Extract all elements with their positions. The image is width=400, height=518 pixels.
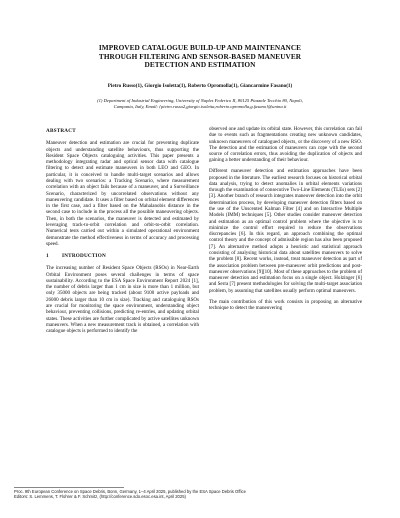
page-footer bbox=[14, 489, 386, 500]
affiliation-line: Campania, Italy, Email: {pietro.russo2,giorgio.isoletta,roberto.opromolla,g.fasano}@unina.it bbox=[113, 104, 287, 110]
footer-divider bbox=[14, 487, 124, 488]
abstract-heading: ABSTRACT bbox=[46, 128, 76, 134]
introduction-heading bbox=[46, 253, 199, 259]
title-line: DETECTION AND ESTIMATION bbox=[144, 60, 256, 70]
intro-paragraph-1: The increasing number of Resident Space Objects (RSOs) in Near-Earth Orbital Environment poses several challenges in terms of space sustainability. According to the ESA Space Environment Report 2024 [1], the number of debris larger than 1 cm in size is more than 1 million, but only 35000 objects are being tracked (about 9100 active payloads and 26000 debris larger than 10 cm in size). Tracking and cataloguing RSOs are crucial for monitoring the space environment, understanding object behaviour, preventing collisions, predicting re-entries, and updating orbital states. These activities are further complicated by active satellites unknown maneuvers. When a new measurement track is obtained, a correlation with catalogue objects is performed to identify the bbox=[46, 265, 199, 335]
right-column bbox=[209, 126, 362, 316]
section-number: 1 bbox=[46, 253, 49, 260]
footer-line: Editors: S. Lemmens, T. Flohrer & F. Schmitz, (http://conference.sdo.esoc.esa.int, April 2025) bbox=[14, 494, 186, 500]
left-column bbox=[46, 126, 199, 339]
author-list: Pietro Russo(1), Giorgio Isoletta(1), Roberto Opromolla(1), Giancarmine Fasano(1) bbox=[107, 83, 293, 89]
title-line: THROUGH FILTERING AND SENSOR-BASED MANEUVER bbox=[98, 51, 302, 61]
intro-paragraph-3: Different maneuver detection and estimation approaches have been proposed in the literature. The earliest research focuses on historical orbital data analysis, trying to detect anomalies in orbital elements variations through the examination of consecutive Two-Line Elements (TLEs) sets [2][3]. Another branch of research integrates maneuver detection into the orbit determination process, by developing maneuver detection filters based on the use of the Unscented Kalman Filter [4] and on Interactive Multiple Models (IMM) techniques [5]. Other studies consider maneuver detection and estimation as an optimal control problem where the objective is to minimize the control effort required to reduce the observations discrepancies [6]. In this regard, an approach combining the optimal control theory and the concept of admissible region has also been proposed [7]. An alternative method adopts a heuristic and statistical approach consisting of analysing historical data about satellites maneuvers to solve the problem [8]. Recent works, instead, treat maneuver detection as part of the association problem between pre-maneuver orbit predictions and post-maneuver observations [9][10]. Most of these approaches to the problem of maneuver detection and estimation focus on a single object. Holzinger [6] and Serra [7] present methodologies for solving the multi-target association problem, by assuming that satellites usually perform optimal maneuvers. bbox=[209, 168, 362, 294]
affiliation bbox=[40, 98, 360, 110]
intro-paragraph-4: The main contribution of this work consists in proposing an alternative technique to detect the maneuvering bbox=[209, 298, 362, 311]
intro-paragraph-2: observed one and update its orbital state. However, this correlation can fail due to events such as fragmentations creating new unknown candidates, unknown maneuvers of catalogued objects, or the discovery of a new RSO. The detection and the estimation of maneuvers can cope with the second source of correlation errors, thus avoiding the duplication of objects and gaining a better understanding of their behaviour. bbox=[209, 126, 362, 164]
section-title: INTRODUCTION bbox=[62, 253, 106, 260]
affiliation-line: (1) Department of Industrial Engineering, University of Naples Federico II, 80125 Piazzale Tecchio 80, Napoli, bbox=[97, 98, 303, 103]
abstract-text: Maneuver detection and estimation are crucial for preventing duplicate objects and understanding satellite behaviours, thus supporting the Resident Space Objects cataloguing activities. This paper presents a methodology integrating radar and optical sensor data with catalogue filtering to detect and estimate maneuvers in both LEO and GEO. In particular, it is conceived to handle multi-target scenarios and allows dealing with two scenarios: a Tracking Scenario, where measurement correlation with an object fails because of a maneuver, and a Surveillance Scenario, characterized by uncorrelated observations without any maneuvering candidate. It uses a filter based on orbital element differences in the first case, and a filter based on the Mahalanobis distance in the second case to include in the process all the possible maneuvering objects. Then, in both the scenarios, the maneuver is detected and estimated by leveraging track-to-orbit correlation and orbit-to-orbit correlation. Numerical tests carried out within a simulated operational environment demonstrate the method effectiveness in terms of accuracy and processing speed. bbox=[46, 140, 199, 247]
title-line: IMPROVED CATALOGUE BUILD-UP AND MAINTENANCE bbox=[98, 43, 302, 52]
paper-title bbox=[40, 44, 360, 70]
footer-line: Proc. 9th European Conference on Space Debris, Bonn, Germany, 1–4 April 2025, published by the ESA Space Debris Office bbox=[14, 489, 246, 494]
